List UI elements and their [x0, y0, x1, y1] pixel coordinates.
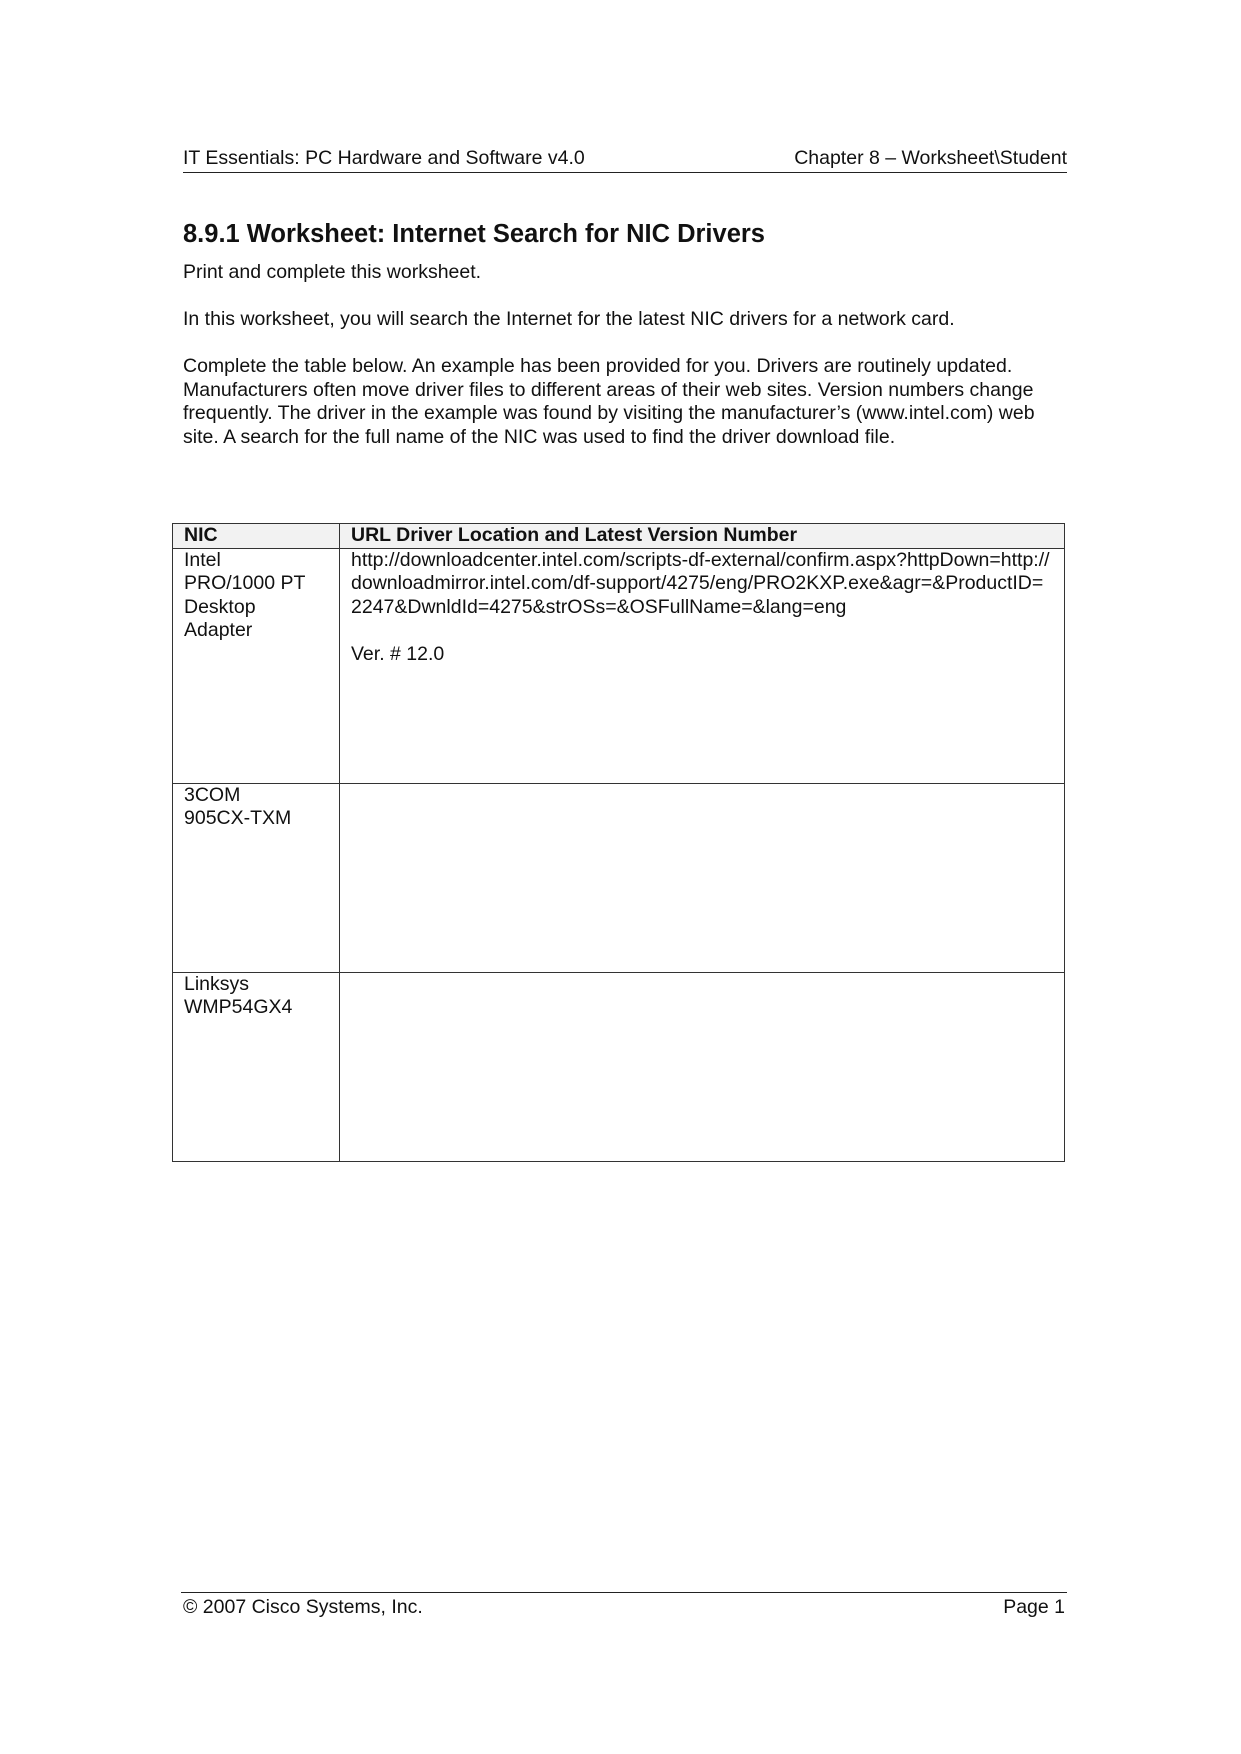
table-row — [173, 783, 1065, 972]
column-header-nic: NIC — [173, 524, 340, 549]
table-row — [173, 972, 1065, 1161]
nic-name-cell — [173, 972, 340, 1161]
nic-name-line: 905CX-TXM — [184, 807, 292, 829]
nic-name-cell — [173, 548, 340, 783]
header-chapter-label: Chapter 8 – Worksheet\Student — [794, 147, 1067, 169]
table-header-row — [173, 524, 1065, 549]
column-header-url: URL Driver Location and Latest Version Number — [340, 524, 1065, 549]
footer-copyright: © 2007 Cisco Systems, Inc. — [183, 1596, 423, 1618]
driver-info-cell[interactable] — [340, 783, 1065, 972]
nic-name-line: Desktop — [184, 595, 256, 618]
nic-name-line: Adapter — [184, 619, 253, 641]
driver-version: Ver. # 12.0 — [351, 642, 445, 665]
nic-name-line: WMP54GX4 — [184, 996, 293, 1018]
instruction-intro: In this worksheet, you will search the Internet for the latest NIC drivers for a network card. — [183, 308, 955, 330]
nic-name-cell — [173, 783, 340, 972]
driver-url: http://downloadcenter.intel.com/scripts-df-external/confirm.aspx?httpDown=http://downloadmirror.intel.com/df-support/4275/eng/PRO2KXP.exe&agr=&ProductID=2247&DwnldId=4275&strOSs=&OSFullName=&lang=eng — [351, 548, 1050, 618]
nic-name-line: Intel — [184, 548, 221, 571]
footer-page-number: Page 1 — [1003, 1596, 1065, 1618]
instruction-print: Print and complete this worksheet. — [183, 261, 482, 283]
page-header — [183, 146, 1067, 173]
header-course-title: IT Essentials: PC Hardware and Software v4.0 — [183, 147, 585, 169]
driver-info-cell[interactable] — [340, 548, 1065, 783]
nic-drivers-table — [172, 523, 1065, 1162]
driver-info-cell[interactable] — [340, 972, 1065, 1161]
nic-name-line: PRO/1000 PT — [184, 572, 306, 594]
page-footer — [181, 1592, 1067, 1618]
nic-name-line: Linksys — [184, 972, 250, 995]
table-row — [173, 548, 1065, 783]
instruction-details: Complete the table below. An example has been provided for you. Drivers are routinely updated. Manufacturers often move driver files to different areas of their web sites. Version numbers change frequently. The driver in the example was found by visiting the manufacturer’s (www.intel.com) web site. A search for the full name of the NIC was used to find the driver download file. — [183, 355, 1035, 448]
worksheet-title: 8.9.1 Worksheet: Internet Search for NIC Drivers — [183, 220, 765, 248]
nic-name-line: 3COM — [184, 783, 241, 806]
